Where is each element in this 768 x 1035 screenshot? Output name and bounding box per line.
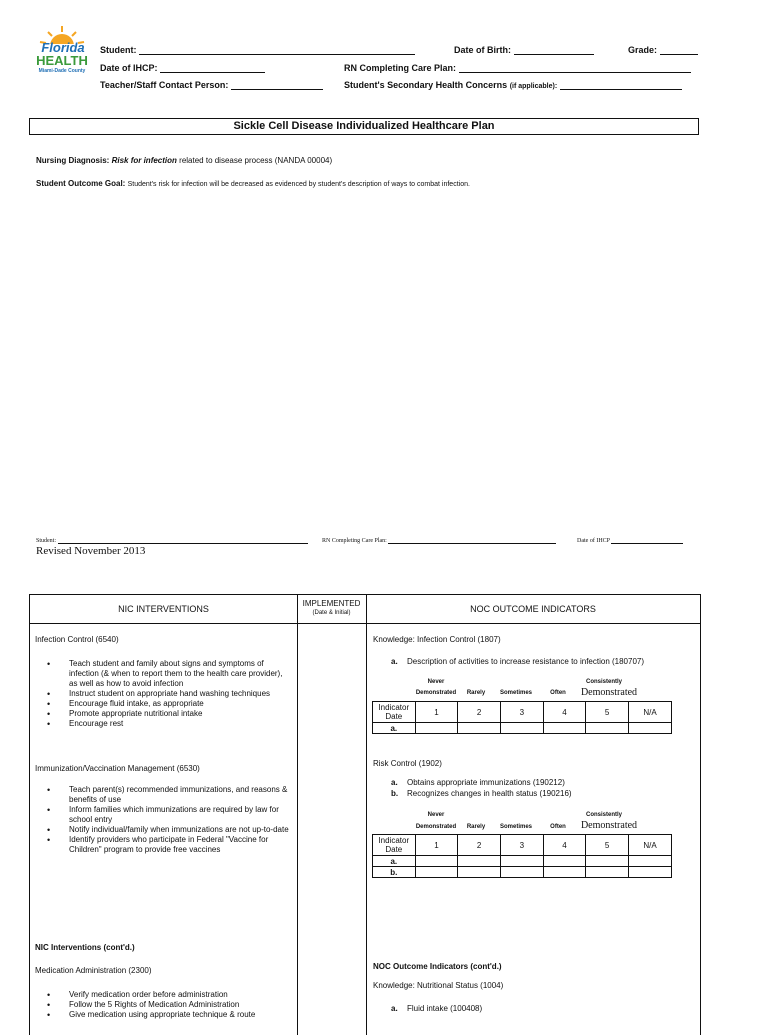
table-row [373, 702, 672, 723]
list-item: • Instruct student on appropriate hand washing techniques [35, 689, 291, 699]
scale-cell: 3 [500, 835, 543, 856]
diagnosis-text: related to disease process (NANDA 00004) [179, 156, 333, 165]
dob-field[interactable] [454, 45, 594, 55]
indicator-date-cell [373, 835, 416, 856]
diagnosis-risk: Risk for infection [111, 156, 177, 165]
care-plan-table [29, 594, 701, 1035]
ihcp-line [160, 63, 265, 73]
rn-label: RN Completing Care Plan: [344, 63, 457, 73]
florida-health-logo [30, 24, 94, 78]
col-header-implemented-sub: (Date & Initial) [312, 610, 351, 616]
footer-student-label: Student: [36, 538, 57, 544]
noc-knowledge-a-letter: a. [391, 657, 398, 666]
secondary-field[interactable] [344, 80, 682, 90]
student-label: Student: [100, 45, 137, 55]
scale-cell: 5 [586, 835, 629, 856]
teacher-line [231, 80, 323, 90]
rating-cell[interactable] [628, 867, 671, 878]
rating-cell[interactable] [500, 867, 543, 878]
indicator-label: Indicator [378, 836, 410, 845]
nursing-diagnosis [36, 156, 332, 165]
table-row [373, 867, 672, 878]
col-header-nic: NIC INTERVENTIONS [118, 604, 209, 614]
table-row [373, 856, 672, 867]
rating-cell[interactable] [415, 723, 458, 734]
scale-often: Often [550, 824, 566, 830]
list-item: • Verify medication order before administration [35, 990, 291, 1000]
scale-sometimes: Sometimes [499, 690, 532, 696]
footer-rn [322, 537, 556, 544]
nic-immunization-title: Immunization/Vaccination Management (6530) [35, 764, 200, 773]
date-label: Date [385, 845, 403, 854]
scale-never: Never [427, 679, 445, 685]
list-item: • Teach parent(s) recommended immunizations, and reasons & benefits of use [35, 785, 291, 805]
grade-line [660, 45, 698, 55]
grade-label: Grade: [628, 45, 658, 55]
rating-cell[interactable] [458, 867, 501, 878]
row-label: b. [373, 867, 416, 878]
rn-line [459, 63, 691, 73]
list-item: • Encourage rest [35, 719, 291, 729]
list-item: • Give medication using appropriate technique & route [35, 1010, 291, 1020]
scale-consistently-demonstrated: Demonstrated [580, 687, 638, 698]
list-item: • Teach student and family about signs and symptoms of infection (& when to report them to the health care provider), as well as how to avoid infection [35, 659, 291, 689]
list-item: • Follow the 5 Rights of Medication Administration [35, 1000, 291, 1010]
scale-cell: 1 [415, 702, 458, 723]
dob-label: Date of Birth: [454, 45, 511, 55]
nic-infection-title: Infection Control (6540) [35, 635, 119, 644]
scale-cell: 5 [586, 702, 629, 723]
scale-cell: 4 [543, 835, 586, 856]
scale-consistently: Consistently [585, 812, 622, 818]
goal-label: Student Outcome Goal: [36, 179, 126, 188]
noc-risk-a-letter: a. [391, 778, 398, 787]
noc-nutrition-a: Fluid intake (100408) [407, 1004, 483, 1013]
date-label: Date [385, 712, 403, 721]
noc-nutrition-title: Knowledge: Nutritional Status (1004) [373, 981, 504, 990]
scale-cell: 1 [415, 835, 458, 856]
rating-cell[interactable] [586, 856, 629, 867]
diagnosis-label: Nursing Diagnosis: [36, 156, 110, 165]
page-title: Sickle Cell Disease Individualized Healthcare Plan [29, 118, 699, 135]
scale-cell: 3 [500, 702, 543, 723]
footer-rn-label: RN Completing Care Plan: [322, 538, 387, 544]
indicator-label: Indicator [378, 703, 410, 712]
scale-never: Never [427, 812, 445, 818]
scale-consistently: Consistently [585, 679, 622, 685]
nic-medication-title: Medication Administration (2300) [35, 966, 152, 975]
scale-rarely: Rarely [466, 824, 486, 830]
noc-nutrition-a-letter: a. [391, 1004, 398, 1013]
noc-risk-a: Obtains appropriate immunizations (190212) [407, 778, 565, 787]
footer-ihcp-label: Date of IHCP [577, 538, 610, 544]
scale-rarely: Rarely [466, 690, 486, 696]
student-field[interactable] [100, 45, 415, 55]
teacher-label: Teacher/Staff Contact Person: [100, 80, 229, 90]
nic-contd-heading: NIC Interventions (cont'd.) [35, 943, 135, 952]
rating-cell[interactable] [458, 723, 501, 734]
footer-ihcp-line [611, 537, 683, 544]
scale-cell: 2 [458, 702, 501, 723]
secondary-note: (if applicable): [509, 83, 558, 90]
list-item: • Identify providers who participate in Federal "Vaccine for Children" program to provide free vaccines [35, 835, 291, 855]
student-line [139, 45, 415, 55]
noc-risk-title: Risk Control (1902) [373, 759, 442, 768]
rating-cell[interactable] [500, 856, 543, 867]
list-item: • Notify individual/family when immunizations are not up-to-date [35, 825, 291, 835]
col-divider-2 [366, 595, 367, 1035]
indicator-table-1 [372, 701, 672, 734]
scale-demonstrated: Demonstrated [415, 690, 457, 696]
nic-immunization-list [35, 785, 291, 855]
scale-cell: 2 [458, 835, 501, 856]
student-outcome-goal [36, 179, 470, 188]
scale-demonstrated: Demonstrated [415, 824, 457, 830]
noc-knowledge-a: Description of activities to increase resistance to infection (180707) [407, 657, 645, 666]
footer-rn-line [388, 537, 556, 544]
list-item: • Promote appropriate nutritional intake [35, 709, 291, 719]
table-row [373, 835, 672, 856]
scale-cell: N/A [628, 835, 671, 856]
rating-cell[interactable] [500, 723, 543, 734]
noc-contd-heading: NOC Outcome Indicators (cont'd.) [373, 962, 502, 971]
logo-text-health: HEALTH [36, 53, 88, 68]
noc-knowledge-title: Knowledge: Infection Control (1807) [373, 635, 501, 644]
ihcp-field[interactable] [100, 63, 265, 73]
scale-cell: N/A [628, 702, 671, 723]
rating-cell[interactable] [586, 867, 629, 878]
rn-field[interactable] [344, 63, 691, 73]
rating-cell[interactable] [543, 856, 586, 867]
logo-text-florida: Florida [41, 40, 85, 55]
dob-line [514, 45, 594, 55]
grade-field[interactable] [628, 45, 698, 55]
header-divider [30, 623, 700, 624]
teacher-field[interactable] [100, 80, 323, 90]
noc-risk-b-letter: b. [391, 789, 399, 798]
footer-ihcp [577, 537, 683, 544]
ihcp-label: Date of IHCP: [100, 63, 158, 73]
scale-cell: 4 [543, 702, 586, 723]
scale-sometimes: Sometimes [499, 824, 532, 830]
table-row [373, 723, 672, 734]
nic-infection-list [35, 659, 291, 729]
indicator-table-2 [372, 834, 672, 878]
row-label: a. [373, 723, 416, 734]
nic-medication-list [35, 990, 291, 1020]
noc-risk-b: Recognizes changes in health status (190216) [407, 789, 572, 798]
rating-cell[interactable] [628, 856, 671, 867]
scale-often: Often [550, 690, 566, 696]
row-label: a. [373, 856, 416, 867]
rating-cell[interactable] [543, 723, 586, 734]
col-divider-1 [297, 595, 298, 1035]
revised-date: Revised November 2013 [36, 545, 146, 557]
indicator-date-cell [373, 702, 416, 723]
logo-text-county: Miami-Dade County [38, 68, 86, 74]
footer-signature-row [36, 537, 308, 544]
rating-cell[interactable] [415, 867, 458, 878]
col-header-noc: NOC OUTCOME INDICATORS [470, 604, 596, 614]
secondary-label: Student's Secondary Health Concerns [344, 80, 508, 90]
col-header-implemented: IMPLEMENTED [302, 599, 361, 608]
list-item: • Inform families which immunizations are required by law for school entry [35, 805, 291, 825]
secondary-line [560, 80, 682, 90]
rating-cell[interactable] [415, 856, 458, 867]
rating-cell[interactable] [628, 723, 671, 734]
footer-student-line [58, 537, 308, 544]
list-item: • Encourage fluid intake, as appropriate [35, 699, 291, 709]
rating-cell[interactable] [586, 723, 629, 734]
rating-cell[interactable] [458, 856, 501, 867]
goal-text: Student's risk for infection will be decreased as evidenced by student's description of ways to combat infection. [127, 181, 470, 188]
rating-cell[interactable] [543, 867, 586, 878]
scale-consistently-demonstrated: Demonstrated [580, 820, 638, 831]
